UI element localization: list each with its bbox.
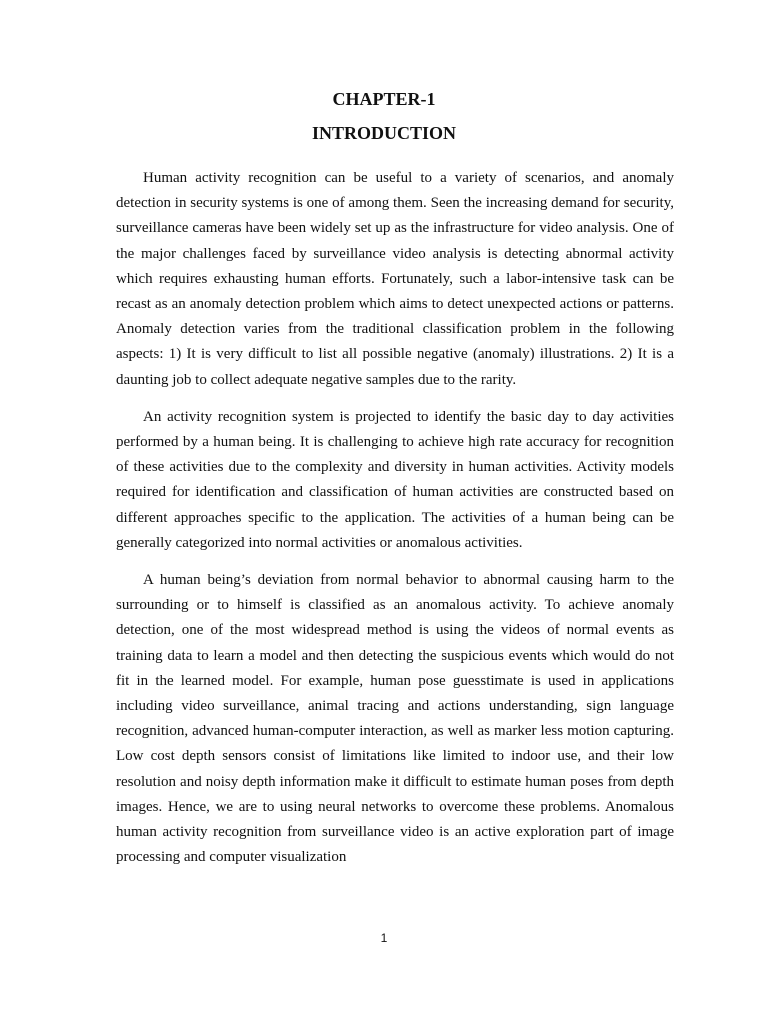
paragraph-1: Human activity recognition can be useful to a variety of scenarios, and anomaly detection in security systems is one of among them. Seen the increasing demand for security, surveillance cameras have been widely set up as the infrastructure for video analysis. One of the major challenges faced by surveillance video analysis is detecting abnormal activity which requires exhausting human efforts. Fortunately, such a labor-intensive task can be recast as an anomaly detection problem which aims to detect unexpected actions or patterns. Anomaly detection varies from the traditional classification problem in the following aspects: 1) It is very difficult to list all possible negative (anomaly) illustrations. 2) It is a daunting job to collect adequate negative samples due to the rarity. [116, 170, 674, 388]
body-text [116, 166, 674, 870]
page-number: 1 [380, 931, 388, 945]
chapter-label: CHAPTER-1 [332, 89, 436, 109]
paragraph-2: An activity recognition system is projected to identify the basic day to day activities performed by a human being. It is challenging to achieve high rate accuracy for recognition of these activities due to the complexity and diversity in human activities. Activity models required for identification and classification of human activities are constructed based on different approaches specific to the application. The activities of a human being can be generally categorized into normal activities or anomalous activities. [116, 408, 674, 551]
paragraph-3: A human being’s deviation from normal behavior to abnormal causing harm to the surrounding or to himself is classified as an anomalous activity. To achieve anomaly detection, one of the most widespread method is using the videos of normal events as training data to learn a model and then detecting the suspicious events which would do not fit in the learned model. For example, human pose guesstimate is used in applications including video surveillance, animal tracing and actions understanding, sign language recognition, advanced human-computer interaction, as well as marker less motion capturing. Low cost depth sensors consist of limitations like limited to indoor use, and their low resolution and noisy depth information make it difficult to estimate human poses from depth images. Hence, we are to using neural networks to overcome these problems. Anomalous human activity recognition from surveillance video is an active exploration part of image processing and computer visualization [116, 572, 674, 866]
chapter-title: INTRODUCTION [311, 123, 457, 143]
